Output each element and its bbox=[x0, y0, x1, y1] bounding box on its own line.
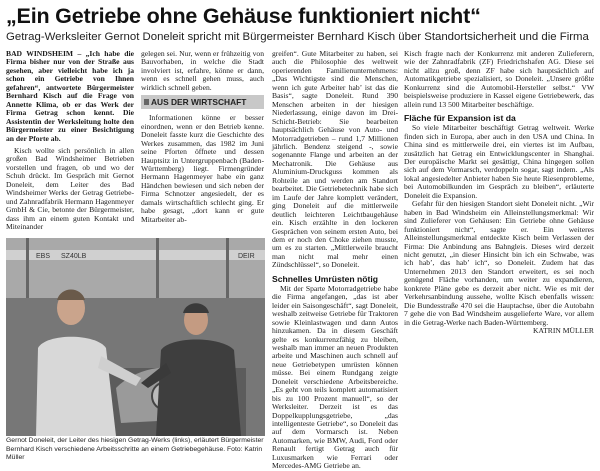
author-byline: KATRIN MÜLLER bbox=[533, 326, 594, 336]
body-paragraph: Kisch wollte sich persönlich in allen großen Bad Windsheimer Betrieben vorstellen und fragen, ob und wo der Schuh drückt. Im Gespräch mit Gernot Doneleit, dem Leiter des Bad Windsheimer Werks der Getrag Getriebe- und Zahnradfabrik Hermann Hagenmeyer GmbH & Cie, betonte der Bürgermeister, dass ihm an einem guten Kontakt und Miteinander bbox=[6, 145, 134, 232]
body-paragraph: greifen“. Gute Mitarbeiter zu haben, sei auch die Philosophie des weltweit operierenden Familienunternehmens: „Das Wichtigste sind die Menschen, wenn ich gute Arbeiter hab’ ist das die Basis“, sagte Doneleit. Rund 390 Menschen arbeiten in der hiesigen Niederlassung, einige davon im Drei-Schicht-Betrieb: Sie bearbeiten hauptsächlich Gehäuse von Auto- und Motorradgetrieben – rund 1,7 Millionen jährlich. Bendenz steigend -, sowie sogenannte Flange und arbeiten an der Mechatronik. Die Gehäuse aus Aluminium-Druckguss kommen als Rohteile an und werden am Standort bearbeitet. Die Getriebetechnik habe sich im Laufe der Jahre komplett verändert, ging Doneleit auf die mittlerweile deutlich leichteren Leichtbaugehäuse ein. Kisch erzählte in den lockeren Gesprächen von seinem ersten Auto, bei dem er noch den Choke ziehen musste, um es zu starten. „Mittlerweile braucht man nicht mal mehr einen Zündschlüssel“, so Doneleit. bbox=[272, 49, 398, 270]
section-subheading: Fläche für Expansion ist da bbox=[404, 113, 516, 124]
article-column-3 bbox=[272, 50, 398, 471]
section-subheading: Schnelles Umrüsten nötig bbox=[272, 273, 379, 284]
article-subheadline: Getrag-Werksleiter Gernot Doneleit spricht mit Bürgermeister Bernhard Kisch über Standortsicherheit und die Firma bbox=[6, 31, 589, 43]
body-paragraph: So viele Mitarbeiter beschäftigt Getrag weltweit. Werke finden sich in Europa, aber auch in den USA und China. In China sind es mittlerweile drei, ein viertes ist im Aufbau, zusätzlich hat Getrag ein Entwicklungscenter in Shanghai. Der europäische Markt sei gesättigt, China hingegen sollen sich auf dem Vormarsch, verdoppeln sogar, sagt indem. „Als lokal angesiedelter Anbieter haben Sie heute Riesenprobleme, bei Automobilkunden im Gespräch zu bleiben“, erläuterte Doneleit die Expansion. bbox=[404, 123, 594, 200]
body-paragraph: gelegen sei. Nur, wenn er frühzeitig von Bauvorhaben, in welche die Stadt involviert ist, erfahre, könne er dann, wenn es schnell gehen muss, auch wirklich schnell geben. bbox=[141, 49, 264, 92]
machine-label: DEIR bbox=[238, 253, 255, 260]
article-headline: „Ein Getriebe ohne Gehäuse funktioniert nicht“ bbox=[6, 4, 481, 28]
lead-text: – „Ich habe die Firma bisher nur von der Straße aus gesehen, aber vielleicht habe ich ja schon ein Getriebe von Ihnen gefahren“, antwortete Bürgermeister Bernhard Kisch auf die Frage von Annette Klima, ob er das Werk der Firma Getrag schon kennt. Die Assistentin der Werksleitung holte den Bürgermeister zu einer Besichtigung an der Pforte ab. bbox=[6, 49, 134, 143]
article-photo bbox=[6, 238, 265, 436]
photo-illustration bbox=[6, 238, 265, 436]
section-rubric: AUS DER WIRTSCHAFT bbox=[141, 95, 264, 109]
article-column-4 bbox=[404, 50, 594, 336]
machine-label: SZ40LB bbox=[61, 253, 87, 260]
article-column-2 bbox=[141, 50, 264, 224]
body-paragraph: Mit der Sparte Motorradgetriebe habe die Firma angefangen, „das ist aber leider ein Saisongeschäft“, sagt Doneleit, weshalb zeitweise Getriebe für Traktoren sowie Kleinlastwagen und dann Autos hinzukamen. Da in diesem Geschäft gelte es konkurrenzfähig zu bleiben, weshalb man immer an neuen Produkten arbeite und Maschinen auch schnell auf neue Getriebetypen umrüsten können müsse. Bei einem Rundgang zeigte Doneleit verschiedene Arbeitsbereiche. „Es geht von teils komplett automatisiert bis zu 100 Prozent manuell“, so der Werksleiter. Derzeit ist es das Doppelkupplungsgetriebe, „das intelligenteste Getriebe“, so Doneleit das auf dem Vormarsch ist. Neben Automarken, wie BMW, Audi, Ford oder Renault fertigt Getrag auch für Luxusmarken wie Ferrari oder Mercedes-AMG Getriebe an. bbox=[272, 283, 398, 471]
body-paragraph: Kisch fragte nach der Konkurrenz mit anderen Zulieferern, wie der Zahnradfabrik (ZF) Friedrichshafen AG. Diese sei nicht allzu groß, denn ZF habe sich hauptsächlich auf Automatikgetriebe spezialisiert, so Doneleit. „Unsere größte Konkurrenz sind die Automobil-Hersteller selbst.“ VW beispielsweise produziere in Kassel eigene Getriebewerk, das allein rund 13 500 Mitarbeiter beschäftige. bbox=[404, 49, 594, 109]
photo-caption: Gernot Doneleit, der Leiter des hiesigen Getrag-Werks (links), erläutert Bürgermeister Bernhard Kisch verschiedene Arbeitsschritte an einem Getriebegehäuse. Foto: Katrin Müller bbox=[6, 437, 264, 462]
lead-paragraph bbox=[6, 50, 134, 143]
body-paragraph: Informationen könne er besser einordnen, wenn er den Betrieb kenne. Doneleit fasste kurz die Geschichte des Werkes zusammen, das 1982 im Juni seine Pforten öffnete und dessen Hauptsitz in Untergruppenbach (Baden-Württemberg) liegt. Firmengründer Hermann Hagenmeyer habe ein ganz Händchen bewiesen und sich neben der Firma Schnotzer angesiedelt, der es damals wirtschaftlich schlecht ging. Er habe gesagt, „dort kann er gute Mitarbeiter ab- bbox=[141, 113, 264, 224]
machine-label: EBS bbox=[36, 253, 51, 260]
body-paragraph: Gefahr für den hiesigen Standort sieht Doneleit nicht. „Wir haben in Bad Windsheim ein Alleinstellungsmerkmal: Wir sind Zulieferer von Gehäusen: Ein Getriebe ohne Gehäuse funktioniert nicht“, sagte er. Ein weiteres Alleinstellungsmerkmal entdeckte Kisch beim Verlassen der Firma: Die Anbindung ans Bahngleis. Dieses wird derzeit nicht genutzt, „in dieser Hinsicht bin ich ein Schwabe, was ich hab’, das hab’ ich“, so Doneleit. Zudem hat das Unternehmen 2013 den Standort erweitert, es sei noch genügend Fläche vorhanden, um weiter zu expandieren, konkrete Pläne gebe es derzeit aber nicht. Wie es mit der Verkehrsanbindung aussehe, wollte Kisch ebenfalls wissen: Die Bundesstraße 470 sei die Hauptachse, über die Autobahn 7 gehe die von Bad Windsheim ausgelieferte Ware, vor allem in die Getrag-Werke nach Baden-Württemberg. bbox=[404, 199, 594, 327]
article-column-1 bbox=[6, 50, 134, 232]
dateline: BAD WINDSHEIM bbox=[6, 49, 74, 58]
